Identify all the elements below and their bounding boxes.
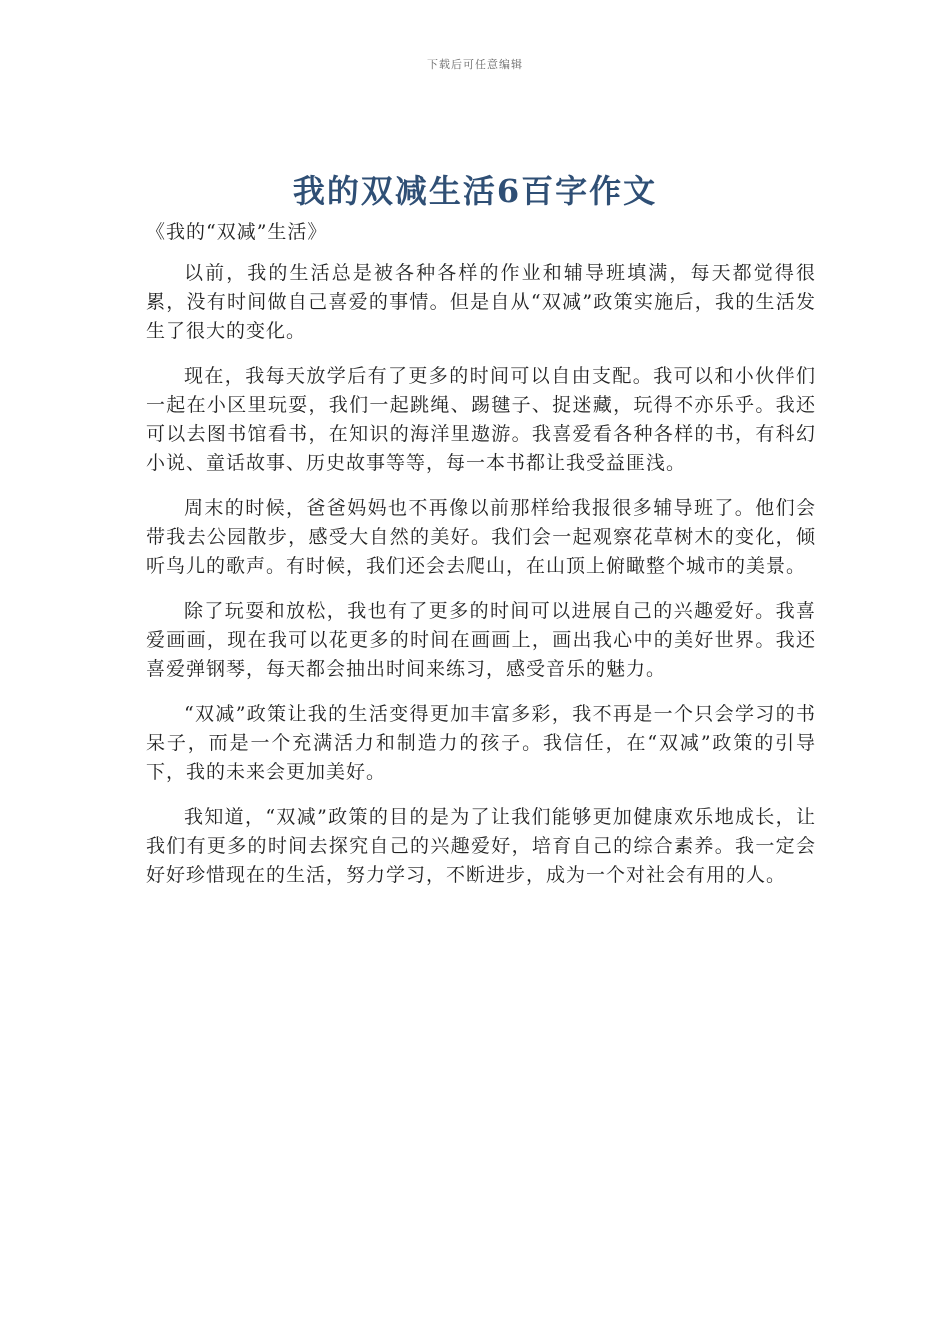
paragraph-6: 我知道，“双减”政策的目的是为了让我们能够更加健康欢乐地成长，让我们有更多的时间去探究自己的兴趣爱好，培育自己的综合素养。我一定会好好珍惜现在的生活，努力学习，不断进步，成为一个对社会有用的人。 [146,806,816,886]
paragraph-1: 以前，我的生活总是被各种各样的作业和辅导班填满，每天都觉得很累，没有时间做自己喜爱的事情。但是自从“双减”政策实施后，我的生活发生了很大的变化。 [146,262,816,342]
header-note: 下载后可任意编辑 [427,58,523,71]
paragraph-3: 周末的时候，爸爸妈妈也不再像以前那样给我报很多辅导班了。他们会带我去公园散步，感受大自然的美好。我们会一起观察花草树木的变化，倾听鸟儿的歌声。有时候，我们还会去爬山，在山顶上俯瞰整个城市的美景。 [146,497,816,577]
document-title: 我的双减生活6百字作文 [292,172,658,210]
document-subtitle: 《我的“双减”生活》 [146,221,328,243]
paragraph-2: 现在，我每天放学后有了更多的时间可以自由支配。我可以和小伙伴们一起在小区里玩耍，我们一起跳绳、踢毽子、捉迷藏，玩得不亦乐乎。我还可以去图书馆看书，在知识的海洋里遨游。我喜爱看各种各样的书，有科幻小说、童话故事、历史故事等等，每一本书都让我受益匪浅。 [146,365,816,474]
paragraph-5: “双减”政策让我的生活变得更加丰富多彩，我不再是一个只会学习的书呆子，而是一个充满活力和制造力的孩子。我信任，在“双减”政策的引导下，我的未来会更加美好。 [146,703,816,783]
essay-body [146,259,816,906]
paragraph-4: 除了玩耍和放松，我也有了更多的时间可以进展自己的兴趣爱好。我喜爱画画，现在我可以花更多的时间在画画上，画出我心中的美好世界。我还喜爱弹钢琴，每天都会抽出时间来练习，感受音乐的魅力。 [146,600,816,680]
